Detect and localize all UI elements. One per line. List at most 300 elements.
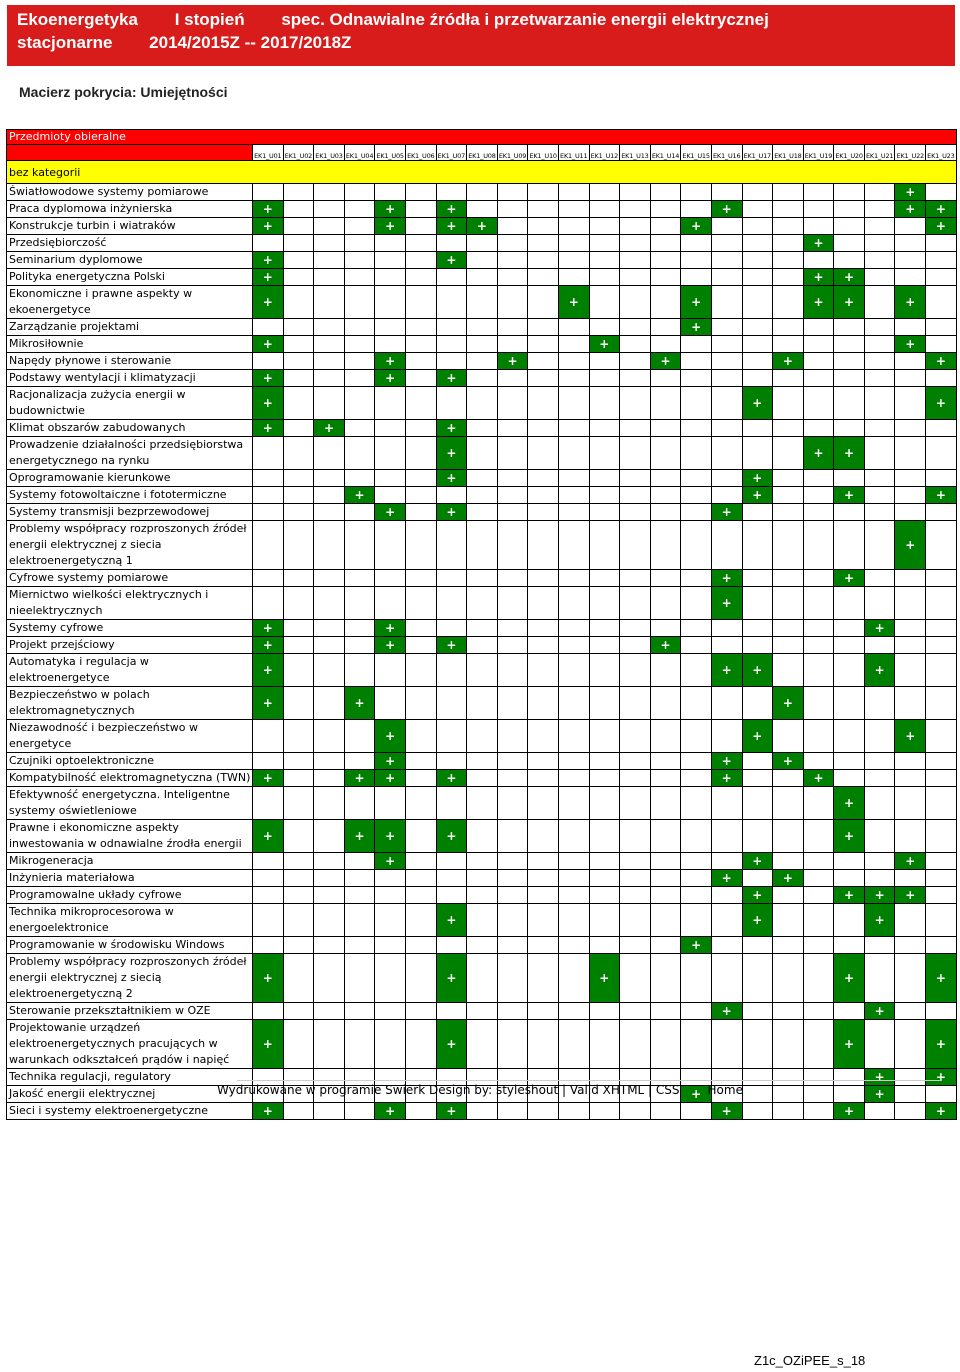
coverage-cell [834, 470, 865, 487]
coverage-cell [773, 269, 804, 286]
coverage-cell [375, 319, 406, 336]
coverage-cell [926, 286, 957, 319]
subject-row [7, 1020, 957, 1069]
coverage-cell [253, 887, 284, 904]
coverage-cell [834, 353, 865, 370]
coverage-cell [742, 637, 773, 654]
coverage-cell [650, 787, 681, 820]
coverage-cell [314, 654, 345, 687]
coverage-cell [589, 437, 620, 470]
coverage-mark: + [864, 1003, 895, 1020]
coverage-cell [497, 387, 528, 420]
coverage-cell [926, 470, 957, 487]
subject-name: Mikrosiłownie [7, 336, 253, 353]
coverage-cell [773, 853, 804, 870]
coverage-cell [405, 1020, 436, 1069]
coverage-cell [681, 437, 712, 470]
coverage-mark: + [803, 235, 834, 252]
coverage-cell [436, 887, 467, 904]
coverage-cell [711, 184, 742, 201]
coverage-mark: + [773, 687, 804, 720]
coverage-cell [803, 753, 834, 770]
coverage-cell [528, 353, 559, 370]
coverage-cell [528, 420, 559, 437]
coverage-cell [895, 654, 926, 687]
coverage-mark: + [895, 720, 926, 753]
subject-row [7, 787, 957, 820]
footer [0, 1083, 960, 1097]
coverage-cell [405, 587, 436, 620]
coverage-cell [681, 687, 712, 720]
coverage-mark: + [253, 201, 284, 218]
skill-code-header: EK1_U10 [528, 145, 559, 161]
coverage-cell [681, 853, 712, 870]
coverage-cell [773, 654, 804, 687]
coverage-cell [528, 470, 559, 487]
coverage-cell [528, 235, 559, 252]
coverage-cell [314, 521, 345, 570]
coverage-cell [895, 620, 926, 637]
subject-row [7, 201, 957, 218]
coverage-cell [497, 218, 528, 235]
coverage-cell [834, 753, 865, 770]
coverage-cell [436, 487, 467, 504]
coverage-mark: + [742, 853, 773, 870]
coverage-cell [314, 870, 345, 887]
coverage-cell [528, 820, 559, 853]
coverage-cell [344, 587, 375, 620]
coverage-cell [834, 218, 865, 235]
coverage-cell [253, 353, 284, 370]
coverage-cell [314, 184, 345, 201]
coverage-cell [803, 201, 834, 218]
coverage-cell [650, 252, 681, 269]
coverage-mark: + [375, 637, 406, 654]
coverage-cell [834, 184, 865, 201]
coverage-cell [742, 870, 773, 887]
coverage-cell [803, 1103, 834, 1120]
coverage-cell [528, 387, 559, 420]
coverage-cell [375, 437, 406, 470]
coverage-cell [497, 587, 528, 620]
coverage-cell [375, 387, 406, 420]
coverage-mark: + [375, 753, 406, 770]
coverage-cell [620, 269, 651, 286]
coverage-mark: + [253, 637, 284, 654]
coverage-cell [926, 437, 957, 470]
coverage-mark: + [834, 1103, 865, 1120]
coverage-cell [650, 937, 681, 954]
coverage-cell [742, 437, 773, 470]
coverage-cell [467, 570, 498, 587]
coverage-cell [803, 720, 834, 753]
coverage-cell [711, 820, 742, 853]
coverage-cell [895, 487, 926, 504]
coverage-cell [344, 787, 375, 820]
coverage-mark: + [742, 720, 773, 753]
coverage-cell [528, 252, 559, 269]
coverage-cell [467, 654, 498, 687]
coverage-mark: + [253, 252, 284, 269]
coverage-cell [803, 904, 834, 937]
coverage-mark: + [253, 370, 284, 387]
coverage-cell [436, 570, 467, 587]
coverage-cell [589, 1003, 620, 1020]
coverage-mark: + [436, 252, 467, 269]
coverage-mark: + [375, 770, 406, 787]
coverage-cell [497, 620, 528, 637]
coverage-cell [742, 937, 773, 954]
home-link[interactable]: Home [707, 1083, 743, 1097]
coverage-cell [650, 201, 681, 218]
coverage-cell [497, 954, 528, 1003]
coverage-mark: + [436, 437, 467, 470]
coverage-mark: + [253, 269, 284, 286]
coverage-cell [558, 218, 589, 235]
coverage-cell [742, 587, 773, 620]
subject-name: Zarządzanie projektami [7, 319, 253, 336]
coverage-cell [314, 1103, 345, 1120]
coverage-cell [803, 587, 834, 620]
coverage-cell [926, 937, 957, 954]
coverage-cell [405, 437, 436, 470]
coverage-cell [283, 637, 314, 654]
coverage-cell [283, 286, 314, 319]
coverage-cell [895, 820, 926, 853]
subject-row [7, 504, 957, 521]
coverage-cell [834, 720, 865, 753]
coverage-cell [314, 252, 345, 269]
coverage-cell [344, 753, 375, 770]
subject-row [7, 904, 957, 937]
coverage-cell [497, 687, 528, 720]
skill-code-header: EK1_U23 [926, 145, 957, 161]
coverage-cell [467, 235, 498, 252]
coverage-cell [589, 904, 620, 937]
coverage-cell [589, 286, 620, 319]
coverage-cell [528, 286, 559, 319]
subject-row [7, 687, 957, 720]
coverage-cell [467, 954, 498, 1003]
coverage-cell [773, 487, 804, 504]
coverage-mark: + [711, 654, 742, 687]
coverage-cell [375, 184, 406, 201]
coverage-cell [467, 269, 498, 286]
coverage-cell [558, 387, 589, 420]
coverage-cell [773, 570, 804, 587]
subject-row [7, 470, 957, 487]
coverage-cell [558, 720, 589, 753]
coverage-cell [497, 269, 528, 286]
subject-row [7, 218, 957, 235]
coverage-cell [375, 887, 406, 904]
coverage-cell [497, 887, 528, 904]
coverage-cell [405, 353, 436, 370]
coverage-mark: + [436, 770, 467, 787]
skill-code-header: EK1_U09 [497, 145, 528, 161]
coverage-cell [803, 504, 834, 521]
coverage-mark: + [344, 687, 375, 720]
coverage-cell [620, 820, 651, 853]
coverage-cell [926, 252, 957, 269]
coverage-cell [711, 937, 742, 954]
footer-text[interactable]: Wydrukowane w programie Swierk Design by: styleshout | Valid XHTML | CSS [217, 1083, 680, 1097]
coverage-cell [405, 853, 436, 870]
coverage-mark: + [467, 218, 498, 235]
coverage-mark: + [711, 753, 742, 770]
coverage-cell [589, 570, 620, 587]
coverage-mark: + [375, 720, 406, 753]
coverage-cell [620, 954, 651, 1003]
coverage-cell [773, 937, 804, 954]
coverage-cell [681, 753, 712, 770]
coverage-cell [589, 269, 620, 286]
coverage-cell [405, 937, 436, 954]
coverage-cell [895, 587, 926, 620]
coverage-cell [711, 637, 742, 654]
coverage-cell [620, 420, 651, 437]
coverage-mark: + [926, 1020, 957, 1069]
subject-name: Polityka energetyczna Polski [7, 269, 253, 286]
coverage-cell [681, 954, 712, 1003]
coverage-cell [467, 620, 498, 637]
coverage-cell [344, 654, 375, 687]
coverage-cell [773, 420, 804, 437]
coverage-cell [834, 387, 865, 420]
coverage-cell [344, 353, 375, 370]
coverage-cell [528, 218, 559, 235]
coverage-cell [864, 504, 895, 521]
coverage-cell [283, 370, 314, 387]
coverage-cell [436, 235, 467, 252]
coverage-cell [436, 870, 467, 887]
coverage-cell [314, 770, 345, 787]
coverage-cell [283, 487, 314, 504]
coverage-mark: + [375, 504, 406, 521]
coverage-mark: + [253, 387, 284, 420]
coverage-cell [344, 336, 375, 353]
coverage-cell [436, 521, 467, 570]
coverage-cell [467, 1003, 498, 1020]
coverage-mark: + [436, 218, 467, 235]
subject-row [7, 336, 957, 353]
coverage-cell [497, 637, 528, 654]
coverage-mark: + [436, 470, 467, 487]
coverage-cell [375, 420, 406, 437]
subject-name: Projektowanie urządzeń elektroenergetycznych pracujących w warunkach odkształceń prądów i napięć [7, 1020, 253, 1069]
coverage-cell [314, 487, 345, 504]
coverage-cell [558, 1003, 589, 1020]
coverage-cell [467, 420, 498, 437]
coverage-cell [834, 587, 865, 620]
skill-code-header: EK1_U04 [344, 145, 375, 161]
coverage-cell [344, 286, 375, 319]
header-field-stopien: I stopień [174, 10, 245, 29]
coverage-cell [803, 820, 834, 853]
coverage-cell [497, 1103, 528, 1120]
coverage-cell [620, 1003, 651, 1020]
coverage-cell [589, 370, 620, 387]
coverage-cell [711, 954, 742, 1003]
coverage-cell [558, 787, 589, 820]
coverage-cell [650, 235, 681, 252]
subject-name: Podstawy wentylacji i klimatyzacji [7, 370, 253, 387]
coverage-cell [895, 787, 926, 820]
coverage-mark: + [895, 201, 926, 218]
coverage-mark: + [253, 1020, 284, 1069]
coverage-mark: + [742, 487, 773, 504]
coverage-cell [711, 387, 742, 420]
coverage-cell [681, 420, 712, 437]
coverage-cell [650, 420, 681, 437]
coverage-cell [803, 218, 834, 235]
coverage-mark: + [864, 887, 895, 904]
coverage-cell [344, 887, 375, 904]
coverage-cell [742, 1020, 773, 1069]
coverage-cell [467, 387, 498, 420]
coverage-cell [742, 353, 773, 370]
coverage-cell [344, 235, 375, 252]
matrix-title-row [7, 130, 957, 145]
coverage-cell [589, 787, 620, 820]
coverage-cell [834, 687, 865, 720]
coverage-cell [283, 720, 314, 753]
coverage-cell [834, 620, 865, 637]
coverage-mark: + [864, 1086, 895, 1103]
coverage-cell [742, 336, 773, 353]
coverage-cell [681, 620, 712, 637]
coverage-cell [283, 787, 314, 820]
coverage-cell [467, 870, 498, 887]
coverage-cell [283, 1020, 314, 1069]
coverage-cell [773, 470, 804, 487]
coverage-cell [528, 521, 559, 570]
coverage-cell [589, 319, 620, 336]
subject-name: Problemy współpracy rozproszonych źródeł energii elektrycznej z siecia elektroenergetyczną 1 [7, 521, 253, 570]
coverage-cell [314, 353, 345, 370]
header-line-1 [17, 10, 801, 30]
coverage-cell [681, 353, 712, 370]
coverage-cell [253, 853, 284, 870]
coverage-cell [344, 319, 375, 336]
coverage-cell [773, 887, 804, 904]
coverage-cell [589, 487, 620, 504]
coverage-cell [926, 235, 957, 252]
coverage-cell [283, 470, 314, 487]
coverage-cell [742, 252, 773, 269]
subject-name: Inżynieria materiałowa [7, 870, 253, 887]
coverage-cell [803, 487, 834, 504]
coverage-mark: + [742, 654, 773, 687]
subject-name: Ekonomiczne i prawne aspekty w ekoenergetyce [7, 286, 253, 319]
coverage-cell [253, 1003, 284, 1020]
coverage-cell [283, 687, 314, 720]
coverage-cell [497, 370, 528, 387]
subject-name: Przedsiębiorczość [7, 235, 253, 252]
coverage-mark: + [253, 687, 284, 720]
coverage-cell [895, 687, 926, 720]
coverage-cell [314, 504, 345, 521]
coverage-cell [803, 853, 834, 870]
coverage-cell [926, 420, 957, 437]
skill-code-header: EK1_U21 [864, 145, 895, 161]
coverage-cell [405, 387, 436, 420]
subject-name: Technika mikroprocesorowa w energoelektronice [7, 904, 253, 937]
coverage-cell [314, 201, 345, 218]
coverage-cell [742, 504, 773, 521]
coverage-cell [283, 235, 314, 252]
coverage-cell [405, 504, 436, 521]
coverage-cell [620, 184, 651, 201]
coverage-cell [926, 753, 957, 770]
coverage-cell [344, 521, 375, 570]
coverage-cell [405, 820, 436, 853]
coverage-mark: + [864, 1069, 895, 1086]
coverage-mark: + [834, 437, 865, 470]
coverage-cell [253, 470, 284, 487]
coverage-cell [375, 1003, 406, 1020]
coverage-cell [436, 286, 467, 319]
coverage-cell [589, 387, 620, 420]
coverage-cell [497, 252, 528, 269]
coverage-cell [558, 420, 589, 437]
subject-row [7, 184, 957, 201]
coverage-cell [895, 218, 926, 235]
coverage-cell [620, 904, 651, 937]
coverage-cell [314, 637, 345, 654]
coverage-cell [650, 720, 681, 753]
coverage-cell [926, 904, 957, 937]
coverage-mark: + [375, 1103, 406, 1120]
coverage-cell [314, 887, 345, 904]
subject-row [7, 770, 957, 787]
coverage-cell [253, 870, 284, 887]
subject-name: Mikrogeneracja [7, 853, 253, 870]
coverage-cell [405, 269, 436, 286]
coverage-cell [742, 1003, 773, 1020]
coverage-cell [283, 753, 314, 770]
subject-name: Klimat obszarów zabudowanych [7, 420, 253, 437]
coverage-cell [528, 853, 559, 870]
coverage-cell [650, 870, 681, 887]
coverage-mark: + [834, 887, 865, 904]
coverage-cell [650, 654, 681, 687]
coverage-cell [405, 1103, 436, 1120]
coverage-cell [344, 720, 375, 753]
coverage-cell [558, 201, 589, 218]
coverage-cell [895, 319, 926, 336]
coverage-cell [558, 252, 589, 269]
coverage-cell [620, 787, 651, 820]
coverage-cell [589, 184, 620, 201]
coverage-cell [589, 353, 620, 370]
coverage-cell [803, 353, 834, 370]
coverage-cell [497, 787, 528, 820]
coverage-cell [834, 252, 865, 269]
coverage-cell [711, 487, 742, 504]
coverage-mark: + [681, 319, 712, 336]
coverage-cell [864, 487, 895, 504]
coverage-cell [589, 587, 620, 620]
coverage-cell [864, 353, 895, 370]
coverage-cell [405, 487, 436, 504]
coverage-cell [773, 1103, 804, 1120]
coverage-cell [283, 870, 314, 887]
coverage-mark: + [834, 787, 865, 820]
coverage-cell [497, 753, 528, 770]
subject-name: Oprogramowanie kierunkowe [7, 470, 253, 487]
coverage-cell [467, 753, 498, 770]
